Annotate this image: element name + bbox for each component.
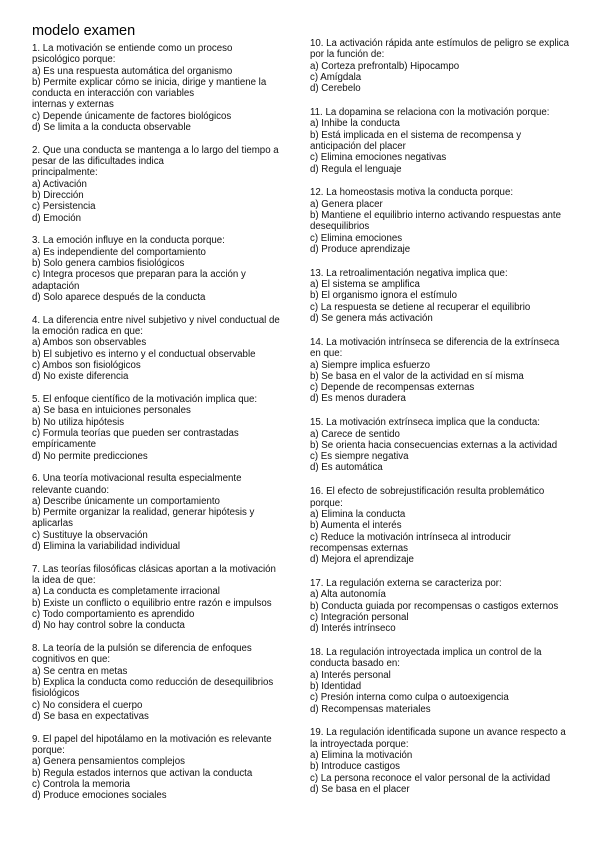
question-block [32,564,300,632]
answer-option: c) Depende de recompensas externas [310,382,475,394]
question-text: porque: [310,497,343,509]
answer-option: b) Mantiene el equilibrio interno activando respuestas ante [310,210,561,222]
question-text: la idea de que: [32,575,96,587]
answer-option: b) No utiliza hipótesis [32,416,125,428]
question-block [32,394,300,462]
question-text: la emoción radica en que: [32,326,143,338]
answer-option: b) Dirección [32,190,84,202]
answer-option: b) Existe un conflicto o equilibrio entre razón e impulsos [32,597,272,609]
question-text: psicológico porque: [32,54,116,66]
answer-option: a) Alta autonomía [310,589,386,601]
answer-option: a) Describe únicamente un comportamiento [32,495,220,507]
answer-option: d) No existe diferencia [32,371,129,383]
answer-option: b) Explica la conducta como reducción de desequilibrios [32,677,274,689]
answer-option: a) Se basa en intuiciones personales [32,405,191,417]
answer-option: d) Regula el lenguaje [310,163,402,175]
answer-option: d) Solo aparece después de la conducta [32,291,206,303]
answer-option: a) Activación [32,178,87,190]
answer-option: a) Genera pensamientos complejos [32,756,185,768]
question-text: relevante cuando: [32,484,110,496]
question-text: adaptación [32,280,80,292]
answer-option: b) Solo genera cambios fisiológicos [32,258,185,270]
question-text: 12. La homeostasis motiva la conducta porque: [310,187,514,199]
question-block [310,268,586,324]
answer-option: a) Corteza prefrontalb) Hipocampo [310,60,460,72]
answer-option: d) Se basa en el placer [310,783,410,795]
answer-option: c) La respuesta se detiene al recuperar el equilibrio [310,301,531,313]
answer-option: d) Recompensas materiales [310,703,431,715]
answer-option: b) Regula estados internos que activan la conducta [32,767,253,779]
question-text: 1. La motivación se entiende como un proceso [32,43,233,54]
answer-option: b) Permite explicar cómo se inicia, dirige y mantiene la [32,76,267,88]
question-block [32,473,300,552]
question-text: 13. La retroalimentación negativa implica que: [310,267,508,279]
answer-option: c) Elimina emociones [310,232,403,244]
answer-option: b) Se orienta hacia consecuencias externas a la actividad [310,439,558,451]
answer-option: a) Siempre implica esfuerzo [310,359,431,371]
question-block [310,486,586,565]
answer-option: c) Depende únicamente de factores biológicos [32,110,232,122]
question-block [310,647,586,715]
answer-option: b) Conducta guiada por recompensas o castigos externos [310,600,559,612]
answer-option: d) Emoción [32,212,81,224]
question-text: empíricamente [32,439,97,451]
answer-option: b) Permite organizar la realidad, generar hipótesis y [32,507,255,519]
question-text: 11. La dopamina se relaciona con la motivación porque: [310,107,550,119]
question-block [310,187,586,255]
answer-option: c) Reduce la motivación intrínseca al introducir [310,531,511,543]
answer-option: d) Es menos duradera [310,393,406,405]
question-text: 8. La teoría de la pulsión se diferencia de enfoques [32,643,252,655]
question-block [310,38,586,94]
question-block [32,315,300,383]
question-text: porque: [32,745,65,757]
answer-option: c) Integra procesos que preparan para la acción y [32,269,246,281]
question-text: conducta basado en: [310,658,400,670]
answer-option: a) Interés personal [310,669,391,681]
answer-option: c) Es siempre negativa [310,451,409,463]
question-text: 9. El papel del hipotálamo en la motivación es relevante [32,733,272,745]
answer-option: d) Produce emociones sociales [32,790,167,802]
answer-option: c) La persona reconoce el valor personal de la actividad [310,772,551,784]
answer-option: c) Elimina emociones negativas [310,152,447,164]
question-text: fisiológicos [32,688,80,700]
answer-option: c) Ambos son fisiológicos [32,359,141,371]
question-text: por la función de: [310,49,385,61]
answer-option: c) Integración personal [310,611,409,623]
question-text: 14. La motivación intrínseca se diferencia de la extrínseca [310,336,560,348]
question-text: 18. La regulación introyectada implica un control de la [310,647,542,659]
answer-option: c) Controla la memoria [32,778,130,790]
question-block [310,107,586,175]
question-block [32,643,300,722]
question-text: pesar de las dificultades indica [32,156,164,168]
question-text: la introyectada porque: [310,738,409,750]
answer-option: a) Se centra en metas [32,665,128,677]
answer-option: d) Interés intrínseco [310,623,396,635]
question-text: internas y externas [32,99,114,111]
question-block [32,734,300,802]
answer-option: c) Formula teorías que pueden ser contrastadas [32,427,239,439]
question-text: en que: [310,348,343,360]
right-column [310,38,586,808]
question-text: 2. Que una conducta se mantenga a lo largo del tiempo a [32,144,279,156]
answer-option: c) Amígdala [310,71,362,83]
question-block [310,578,586,634]
answer-option: d) Cerebelo [310,83,361,95]
answer-option: a) Elimina la conducta [310,508,406,520]
question-block [32,145,300,224]
question-text: 3. La emoción influye en la conducta porque: [32,235,225,247]
answer-option: c) Todo comportamiento es aprendido [32,609,195,621]
question-block [310,727,586,795]
question-block [310,337,586,405]
question-text: 6. Una teoría motivacional resulta especialmente [32,473,242,485]
answer-option: a) Genera placer [310,198,383,210]
question-text: 4. La diferencia entre nivel subjetivo y nivel conductual de [32,314,280,326]
answer-option: b) Introduce castigos [310,761,400,773]
answer-option: b) El organismo ignora el estímulo [310,290,457,302]
question-text: 16. El efecto de sobrejustificación resulta problemático [310,486,545,498]
answer-option: c) No considera el cuerpo [32,699,143,711]
answer-option: d) Elimina la variabilidad individual [32,541,181,553]
question-text: recompensas externas [310,542,409,554]
answer-option: b) Se basa en el valor de la actividad en sí misma [310,370,524,382]
answer-option: a) Ambos son observables [32,337,147,349]
answer-option: d) Se basa en expectativas [32,710,149,722]
question-text: 17. La regulación externa se caracteriza por: [310,578,502,590]
question-text: cognitivos en que: [32,654,111,666]
answer-option: b) Identidad [310,681,362,692]
question-text: principalmente: [32,167,98,179]
question-text: 10. La activación rápida ante estímulos de peligro se explica [310,38,570,49]
answer-option: b) El subjetivo es interno y el conductual observable [32,348,256,360]
question-text: 19. La regulación identificada supone un avance respecto a [310,727,566,739]
answer-option: d) Se limita a la conducta observable [32,122,191,134]
question-text: anticipación del placer [310,140,406,152]
answer-option: d) No permite predicciones [32,450,148,462]
question-text: 15. La motivación extrínseca implica que la conducta: [310,417,540,429]
question-block [310,417,586,473]
answer-option: a) La conducta es completamente irracional [32,586,220,598]
answer-option: d) Mejora el aprendizaje [310,554,414,566]
answer-option: d) No hay control sobre la conducta [32,620,185,632]
answer-option: d) Produce aprendizaje [310,243,411,255]
question-text: 5. El enfoque científico de la motivación implica que: [32,394,258,406]
document-title: modelo examen [32,23,136,39]
answer-option: c) Sustituye la observación [32,529,148,541]
answer-option: c) Presión interna como culpa o autoexigencia [310,692,509,704]
answer-option: a) Es independiente del comportamiento [32,246,206,258]
question-text: 7. Las teorías filosóficas clásicas aportan a la motivación [32,563,276,575]
left-column [32,43,300,813]
answer-option: a) Carece de sentido [310,428,400,440]
answer-option: a) El sistema se amplifica [310,279,420,291]
answer-option: a) Es una respuesta automática del organismo [32,65,233,77]
answer-option: a) Inhibe la conducta [310,118,400,130]
answer-option: a) Elimina la motivación [310,750,413,762]
question-text: conducta en interacción con variables [32,88,195,100]
answer-option: b) Está implicada en el sistema de recompensa y [310,129,522,141]
answer-option: b) Aumenta el interés [310,520,402,532]
answer-option: d) Es automática [310,462,383,474]
question-text: desequilibrios [310,221,370,233]
question-text: aplicarlas [32,518,73,530]
question-block [32,235,300,303]
answer-option: c) Persistencia [32,201,96,213]
question-block [32,43,300,133]
answer-option: d) Se genera más activación [310,313,433,325]
